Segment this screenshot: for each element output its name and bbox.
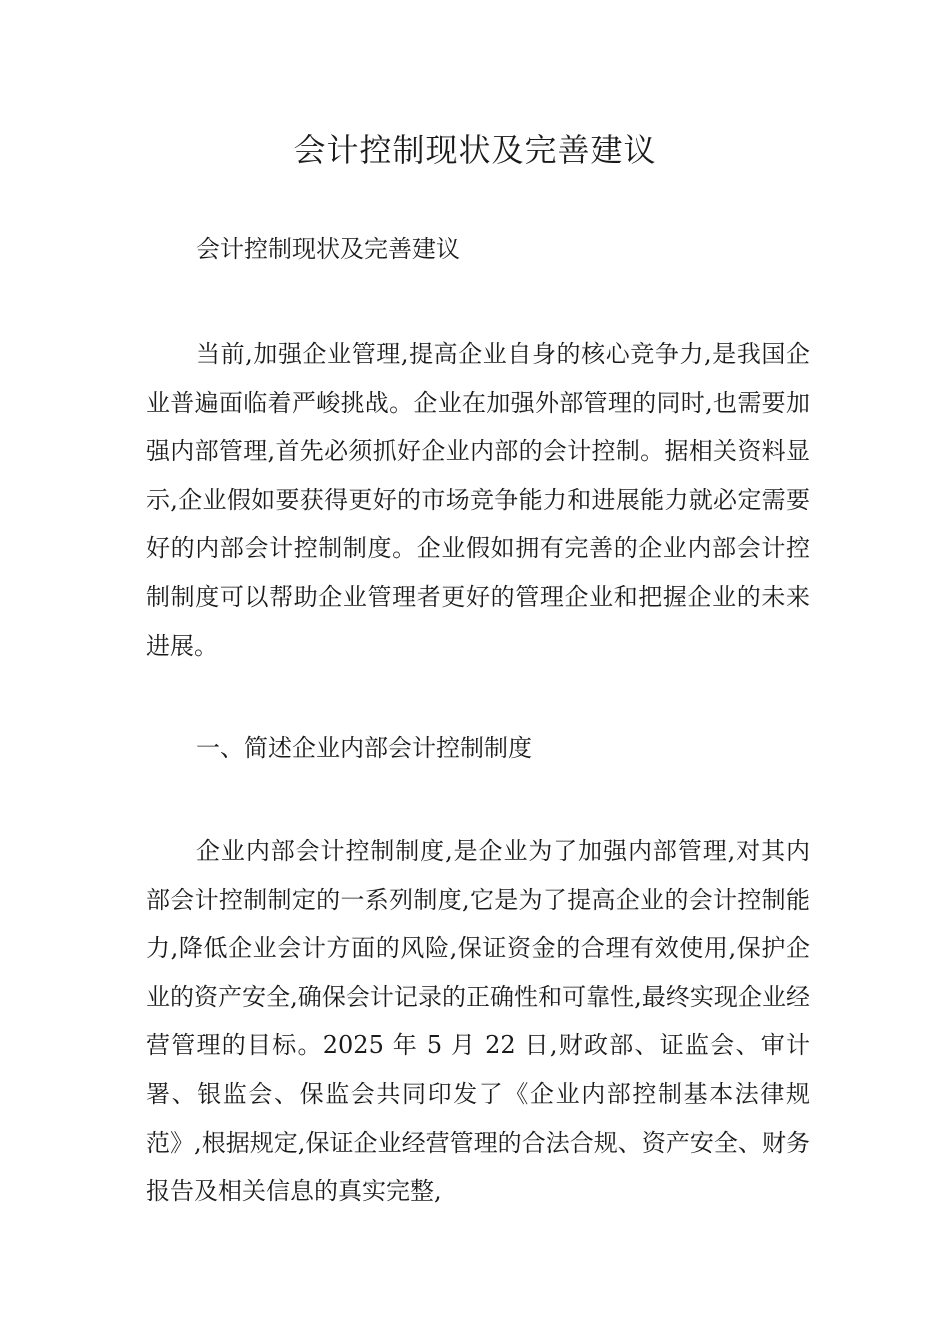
- document-subtitle: 会计控制现状及完善建议: [196, 235, 460, 263]
- section-heading-1: 一、简述企业内部会计控制制度: [196, 734, 532, 762]
- paragraph-section-1: 企业内部会计控制制度,是企业为了加强内部管理,对其内部会计控制制定的一系列制度,它是为了提高企业的会计控制能力,降低企业会计方面的风险,保证资金的合理有效使用,保护企业的资产安全,确保会计记录的正确性和可靠性,最终实现企业经营管理的目标。2025 年 5 月 22 日,财政部、证监会、审计署、银监会、保监会共同印发了《企业内部控制基本法律规范》,根据规定,保证企业经营管理的合法合规、资产安全、财务报告及相关信息的真实完整,: [146, 837, 810, 1206]
- paragraph-intro: 当前,加强企业管理,提高企业自身的核心竞争力,是我国企业普遍面临着严峻挑战。企业在加强外部管理的同时,也需要加强内部管理,首先必须抓好企业内部的会计控制。据相关资料显示,企业假如要获得更好的市场竞争能力和进展能力就必定需要好的内部会计控制制度。企业假如拥有完善的企业内部会计控制制度可以帮助企业管理者更好的管理企业和把握企业的未来进展。: [146, 340, 810, 660]
- document-title: 会计控制现状及完善建议: [293, 131, 657, 169]
